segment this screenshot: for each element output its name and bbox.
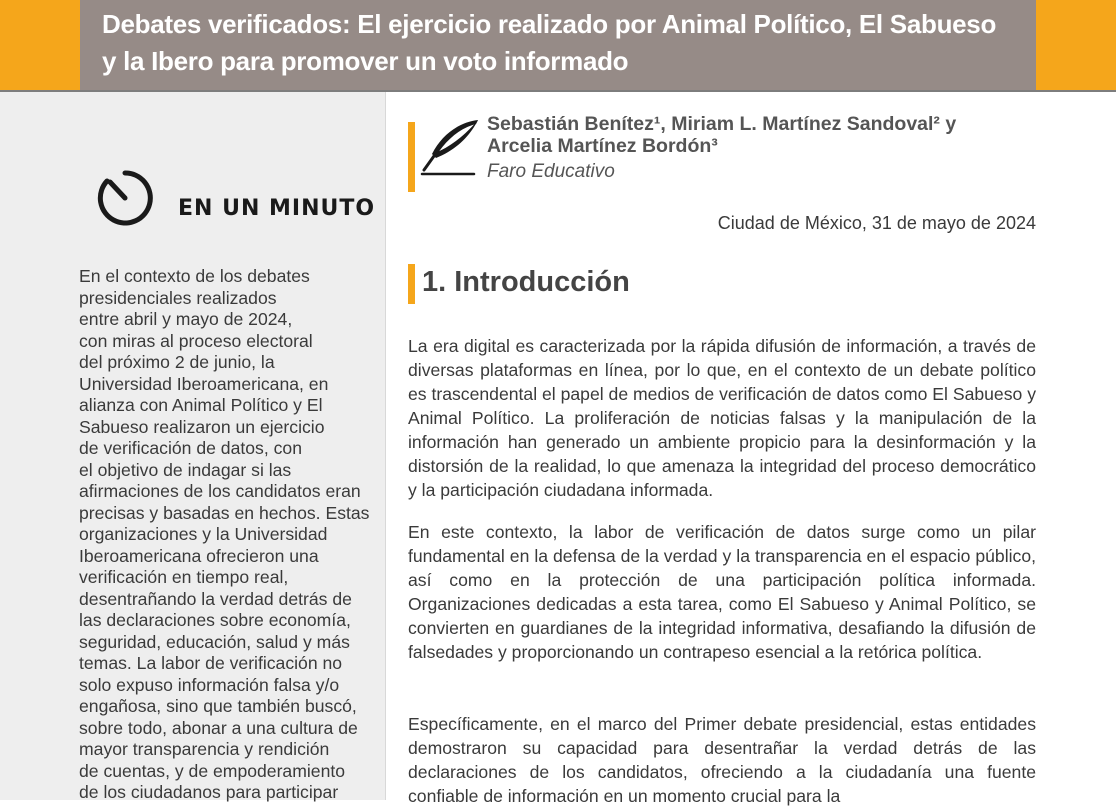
summary-line: Universidad Iberoamericana, en <box>79 373 329 394</box>
summary-line: presidenciales realizados <box>79 287 277 308</box>
summary-line: solo expuso información falsa y/o <box>79 674 340 695</box>
summary-line: Sabueso realizaron un ejercicio <box>79 416 325 437</box>
summary-line: de cuentas, y de empoderamiento <box>79 760 346 781</box>
section-heading: 1. Introducción <box>422 266 630 298</box>
section-accent-bar <box>408 264 415 304</box>
page-title: Debates verificados: El ejercicio realizado por Animal Político, El Sabueso y la Ibero para promover un voto informado <box>102 9 997 76</box>
summary-line: alianza con Animal Político y El <box>79 395 323 415</box>
summary-line: organizaciones y la Universidad <box>79 524 328 544</box>
summary-line: precisas y basadas en hechos. Estas <box>79 502 370 523</box>
body-paragraph: En este contexto, la labor de verificación de datos surge como un pilar fundamental en la defensa de la verdad y la transparencia en el espacio público, así como en la protección de una participación política informada. Organizaciones dedicadas a esta tarea, como El Sabueso y Animal Político, se convierten en guardianes de la integridad informativa, desafiando la difusión de falsedades y proporcionando un contrapeso esencial a la retórica política. <box>408 522 1036 662</box>
dateline: Ciudad de México, 31 de mayo de 2024 <box>717 213 1036 233</box>
summary-line: temas. La labor de verificación no <box>79 653 343 673</box>
summary-line: las declaraciones sobre economía, <box>79 610 351 630</box>
body-paragraph: Específicamente, en el marco del Primer debate presidencial, estas entidades demostraron su capacidad para desentrañar la verdad detrás de las declaraciones de los candidatos, ofreciendo a la ciudadanía una fuente confiable de información en un momento crucial para la <box>408 714 1036 806</box>
byline-accent-bar <box>408 122 415 192</box>
summary-line: de los ciudadanos para participar <box>79 782 339 802</box>
summary-line: con miras al proceso electoral <box>79 330 313 351</box>
authors-line: Sebastián Benítez¹, Miriam L. Martínez Sandoval² y <box>487 113 957 135</box>
summary-line: engañosa, sino que también buscó, <box>79 696 357 716</box>
summary-line: mayor transparencia y rendición <box>79 739 330 759</box>
summary-line: de verificación de datos, con <box>79 438 302 458</box>
summary-line: seguridad, educación, salud y más <box>79 631 350 652</box>
quill-icon <box>420 118 480 180</box>
timer-icon <box>97 170 153 226</box>
summary-line: desentrañando la verdad detrás de <box>79 588 352 609</box>
summary-heading: EN UN MINUTO <box>178 196 376 221</box>
header-title-box <box>80 0 1036 90</box>
summary-line: En el contexto de los debates <box>79 266 310 286</box>
summary-text <box>79 266 379 804</box>
affiliation: Faro Educativo <box>487 161 615 182</box>
body-paragraph: La era digital es caracterizada por la rápida difusión de información, a través de diversas plataformas en línea, por lo que, en el contexto de un debate político es trascendental el papel de medios de verificación de datos como El Sabueso y Animal Político. La proliferación de noticias falsas y la manipulación de la información han generado un ambiente propicio para la desinformación y la distorsión de la realidad, lo que amenaza la integridad del proceso democrático y la participación ciudadana informada. <box>408 336 1036 500</box>
summary-line: sobre todo, abonar a una cultura de <box>79 717 358 738</box>
authors-line: Arcelia Martínez Bordón³ <box>487 135 718 157</box>
summary-line: afirmaciones de los candidatos eran <box>79 481 361 501</box>
author-list <box>487 113 956 157</box>
summary-line: entre abril y mayo de 2024, <box>79 309 293 329</box>
summary-line: Iberoamericana ofrecieron una <box>79 545 319 566</box>
summary-line: del próximo 2 de junio, la <box>79 352 275 372</box>
summary-line: verificación en tiempo real, <box>79 567 289 587</box>
summary-line: el objetivo de indagar si las <box>79 459 292 480</box>
